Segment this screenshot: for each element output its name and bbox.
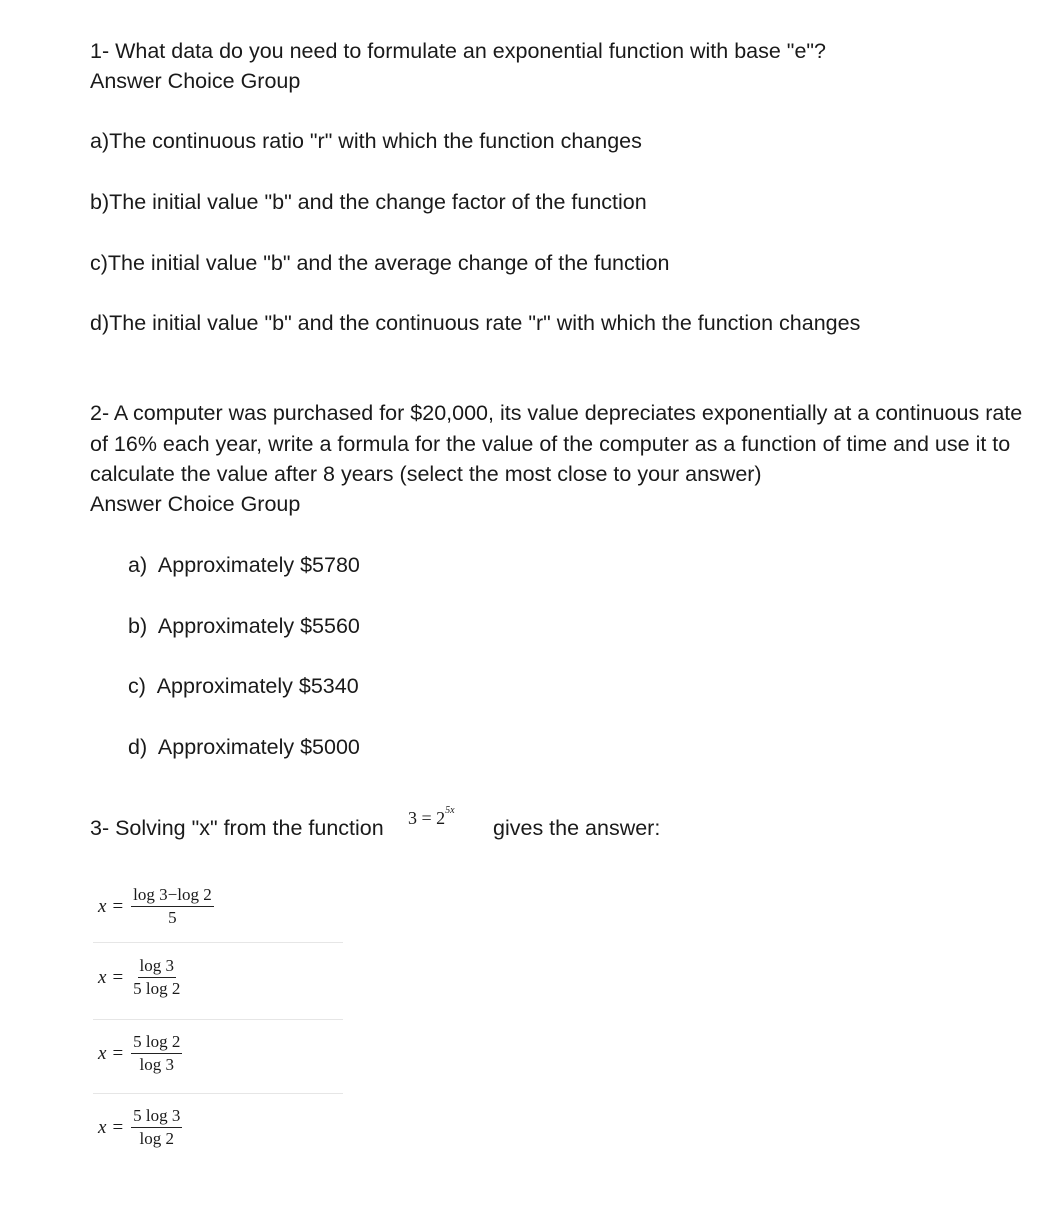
- option-text: Approximately $5000: [157, 735, 360, 759]
- q1-option-c[interactable]: c)The initial value "b" and the average change of the function: [90, 251, 670, 275]
- q2-option-b[interactable]: [128, 611, 360, 641]
- q2-question: 2- A computer was purchased for $20,000, its value depreciates exponentially at a continuous rate of 16% each year, write a formula for the value of the computer as a function of time and use it to calculate the value after 8 years (select the most close to your answer): [90, 401, 1023, 486]
- fraction: [131, 1031, 182, 1076]
- equation-exponent: 5x: [445, 805, 455, 816]
- numerator: 5 log 3: [131, 1105, 182, 1128]
- fraction: [131, 1105, 182, 1150]
- q1-option-b[interactable]: b)The initial value "b" and the change factor of the function: [90, 190, 647, 214]
- divider: [93, 1019, 343, 1020]
- equation-lhs: 3 = 2: [408, 808, 446, 828]
- fraction: [131, 955, 182, 1000]
- q3-option-4[interactable]: [98, 1105, 182, 1150]
- q1-question: 1- What data do you need to formulate an exponential function with base "e"?: [90, 39, 826, 63]
- q1-option-a[interactable]: a)The continuous ratio "r" with which the function changes: [90, 129, 642, 153]
- x-equals: x =: [98, 895, 124, 917]
- x-equals: x =: [98, 966, 124, 988]
- option-text: Approximately $5340: [156, 674, 359, 698]
- fraction: [131, 884, 214, 929]
- divider: [93, 1093, 343, 1094]
- x-equals: x =: [98, 1116, 124, 1138]
- denominator: 5 log 2: [133, 979, 181, 998]
- q2-option-a[interactable]: [128, 550, 360, 580]
- q2-group-label: Answer Choice Group: [90, 492, 301, 516]
- divider: [93, 942, 343, 943]
- q3-equation: [408, 806, 455, 829]
- q3-suffix: gives the answer:: [493, 816, 661, 840]
- q3-option-2[interactable]: [98, 955, 182, 1000]
- q2-option-d[interactable]: [128, 732, 360, 762]
- numerator: log 3−log 2: [131, 884, 214, 907]
- q2-option-c[interactable]: [128, 671, 359, 701]
- option-letter: d): [128, 735, 148, 759]
- option-letter: a): [128, 553, 148, 577]
- option-text: Approximately $5560: [157, 614, 360, 638]
- numerator: 5 log 2: [131, 1031, 182, 1054]
- denominator: log 3: [139, 1055, 175, 1074]
- option-text: Approximately $5780: [157, 553, 360, 577]
- x-equals: x =: [98, 1042, 124, 1064]
- q3-prefix: 3- Solving "x" from the function: [90, 816, 384, 840]
- q3-option-1[interactable]: [98, 884, 214, 929]
- q1-option-d[interactable]: d)The initial value "b" and the continuous rate "r" with which the function changes: [90, 311, 861, 335]
- numerator: log 3: [138, 955, 176, 978]
- option-letter: c): [128, 674, 146, 698]
- denominator: 5: [168, 908, 177, 927]
- q3-option-3[interactable]: [98, 1031, 182, 1076]
- q1-group-label: Answer Choice Group: [90, 69, 301, 93]
- option-letter: b): [128, 614, 148, 638]
- denominator: log 2: [139, 1129, 175, 1148]
